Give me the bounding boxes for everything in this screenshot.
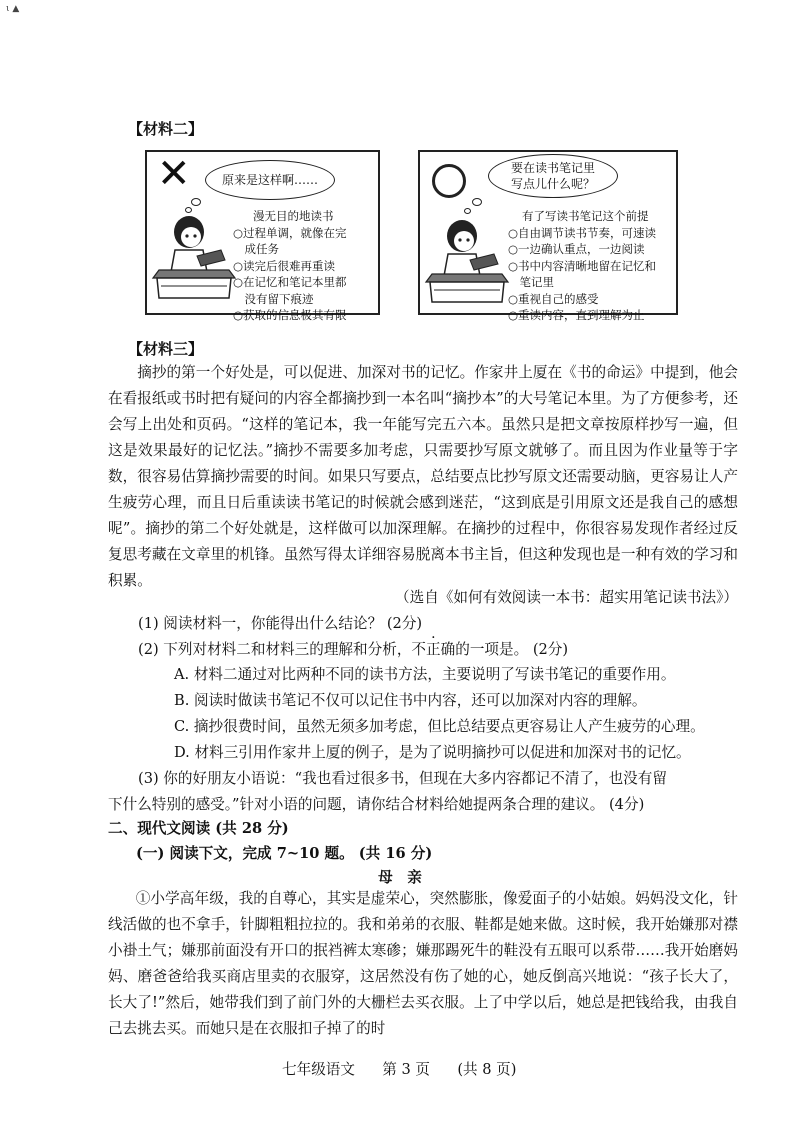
right-panel-list bbox=[508, 208, 656, 324]
material3-paragraph: 摘抄的第一个好处是，可以促进、加深对书的记忆。作家井上厦在《书的命运》中提到，他会在看报纸或书时把有疑问的内容全都摘抄到一本名叫“摘抄本”的大号笔记本里。为了方便参考，还会写上出处和页码。“这样的笔记本，我一年能写完五六本。虽然只是把文章按原样抄写一遍，但这是效果最好的记忆法。”摘抄不需要多加考虑，只需要抄写原文就够了。而且因为作业量等于字数，很容易估算摘抄需要的时间。如果只写要点，总结要点比抄写原文还需要动脑，更容易让人产生疲劳心理，而且日后重读读书笔记的时候就会感到迷茫，“这到底是引用原文还是我自己的感想呢”。摘抄的第二个好处就是，这样做可以加深理解。在摘抄的过程中，你很容易发现作者经过反复思考藏在文章里的机锋。虽然写得太详细容易脱离本书主旨，但这种发现也是一种有效的学习和积累。 bbox=[108, 364, 738, 589]
section2-subtitle: (一) 阅读下文，完成 7~10 题。 (共 16 分) bbox=[136, 845, 433, 862]
thought-dot bbox=[472, 198, 482, 206]
question-1: (1) 阅读材料一，你能得出什么结论？ (2分) bbox=[138, 615, 423, 632]
question-3-line1: (3) 你的好朋友小语说：“我也看过很多书，但现在大多内容都记不清了，也没有留 bbox=[138, 770, 667, 787]
right-comic-panel bbox=[418, 150, 678, 322]
list-item: ○在记忆和笔记本里都 bbox=[233, 275, 347, 289]
list-item: 成任务 bbox=[233, 242, 279, 256]
material3-source: （选自《如何有效阅读一本书：超实用笔记读书法》） bbox=[395, 589, 738, 606]
corner-mark: ι ▲ bbox=[6, 4, 20, 14]
child-reading-illustration bbox=[424, 214, 510, 306]
option-b: B. 阅读时做读书笔记不仅可以记住书中内容，还可以加深对内容的理解。 bbox=[174, 692, 647, 709]
section2-title: 二、现代文阅读 (共 28 分) bbox=[108, 820, 289, 837]
footer-page: 第 3 页 bbox=[382, 1061, 431, 1078]
article-title: 母 亲 bbox=[378, 869, 422, 886]
footer bbox=[282, 1058, 516, 1079]
question-2-suffix: 的一项是。 (2分) bbox=[455, 641, 569, 658]
right-bubble-text-line2: 写点儿什么呢？ bbox=[510, 177, 595, 191]
list-item: 笔记里 bbox=[508, 275, 554, 289]
list-item: ○重视自己的感受 bbox=[508, 291, 599, 306]
right-bubble-text-line1: 要在读书笔记里 bbox=[510, 161, 595, 175]
list-item: ○一边确认重点，一边阅读 bbox=[508, 242, 645, 256]
left-comic-panel bbox=[145, 150, 380, 322]
option-c: C. 摘抄很费时间，虽然无须多加考虑，但比总结要点更容易让人产生疲劳的心理。 bbox=[174, 718, 705, 735]
list-item: ○重读内容，直到理解为止 bbox=[508, 308, 645, 322]
left-panel-list bbox=[233, 208, 347, 324]
article-paragraph: ①小学高年级，我的自尊心，其实是虚荣心，突然膨胀，像爱面子的小姑娘。妈妈没文化，针线活做的也不拿手，针脚粗粗拉拉的。我和弟弟的衣服、鞋都是她来做。这时候，我开始嫌那对襟小褂土气；嫌那前面没有开口的抿裆裤太寒碜；嫌那踢死牛的鞋没有五眼可以系带……我开始磨妈妈、磨爸爸给我买商店里卖的衣服穿，这居然没有伤了她的心，她反倒高兴地说：“孩子长大了，长大了!”然后，她带我们到了前门外的大栅栏去买衣服。上了中学以后，她总是把钱给我，由我自己去挑去买。而她只是在衣服扣子掉了的时 bbox=[108, 890, 738, 1037]
list-item: ○自由调节读书节奏，可速读 bbox=[508, 225, 657, 240]
list-item: 有了写读书笔记这个前提 bbox=[522, 209, 649, 223]
option-d: D. 材料三引用作家井上厦的例子，是为了说明摘抄可以促进和加深对书的记忆。 bbox=[174, 744, 691, 761]
list-item: ○读完后很难再重读 bbox=[233, 258, 336, 273]
list-item: 漫无目的地读书 bbox=[253, 209, 334, 223]
question-2 bbox=[138, 638, 568, 659]
list-item: 没有留下痕迹 bbox=[233, 291, 314, 306]
left-bubble-text: 原来是这样啊…… bbox=[221, 173, 318, 187]
option-a: A. 材料二通过对比两种不同的读书方法，主要说明了写读书笔记的重要作用。 bbox=[174, 666, 676, 683]
list-item: ○过程单调，就像在完 bbox=[233, 225, 347, 240]
thought-dot bbox=[191, 198, 201, 206]
cross-mark-icon: ✕ bbox=[157, 151, 191, 197]
material2-heading: 【材料二】 bbox=[128, 120, 204, 138]
footer-subject: 七年级语文 bbox=[282, 1061, 355, 1078]
right-thought-bubble bbox=[488, 154, 618, 198]
circle-mark-icon bbox=[432, 164, 466, 198]
question-2-prefix: (2) 下列对材料二和材料三的理解和分析， bbox=[138, 641, 412, 658]
footer-total: (共 8 页) bbox=[457, 1061, 517, 1078]
list-item: ○书中内容清晰地留在记忆和 bbox=[508, 258, 657, 273]
child-reading-illustration bbox=[151, 210, 237, 302]
question-2-emphasis: 不正确 bbox=[411, 641, 456, 658]
material3-heading: 【材料三】 bbox=[128, 340, 204, 358]
list-item: ○获取的信息极其有限 bbox=[233, 308, 347, 322]
question-3-line2: 下什么特别的感受。”针对小语的问题，请你结合材料给她提两条合理的建议。 (4分) bbox=[108, 796, 645, 813]
left-thought-bubble bbox=[205, 160, 335, 200]
